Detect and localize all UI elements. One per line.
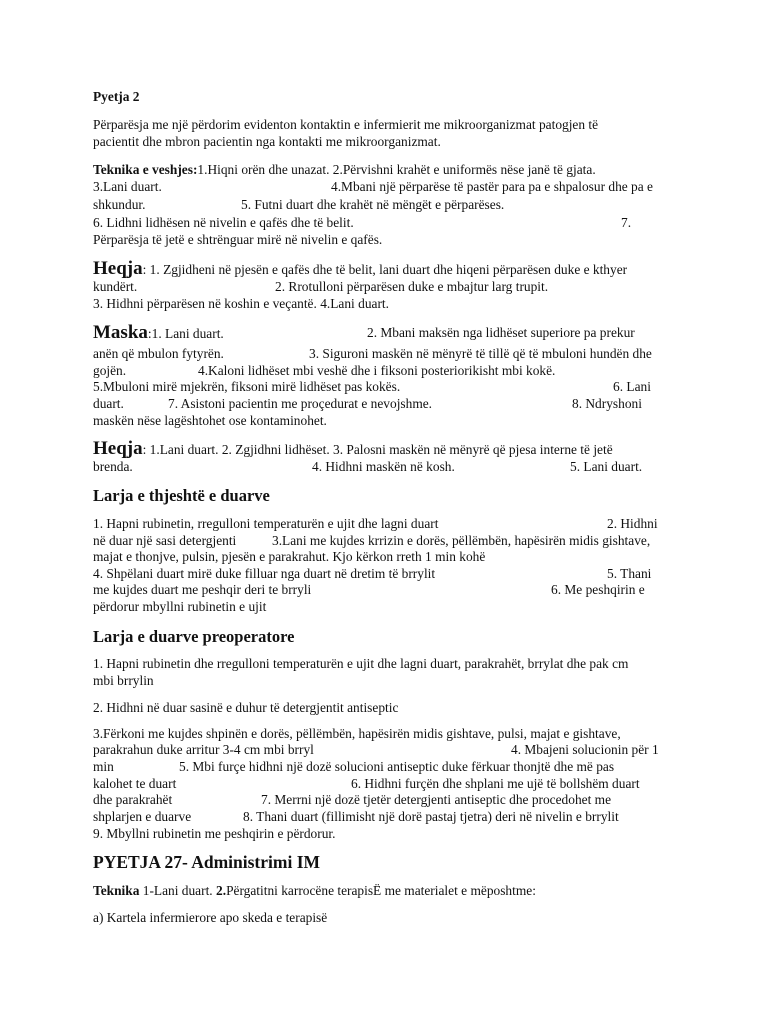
heqja-1-line-2: kundërt. 2. Rrotulloni përparësen duke e mbajtur larg trupit. bbox=[93, 279, 549, 294]
preop-step-3-line-6: shplarjen e duarve 8. Thani duart (fillimisht një dorë pastaj tjetra) deri në nivelin e brrylit bbox=[93, 809, 619, 824]
larja-thjeshte-line-4: 4. Shpëlani duart mirë duke filluar nga duart në dretim të brrylit 5. Thani bbox=[93, 566, 652, 581]
q27-teknika-label: Teknika bbox=[93, 883, 140, 898]
teknika-veshjes-line-3: shkundur. 5. Futni duart dhe krahët në mëngët e përparëses. bbox=[93, 197, 505, 212]
maska-line-3: gojën. 4.Kaloni lidhëset mbi veshë dhe i fiksoni posteriorikisht mbi kokë. bbox=[93, 363, 556, 378]
larja-thjeshte-line-3: majat e thonjve, pulsin, pjesën e parakrahut. Kjo kërkon rreth 1 min kohë bbox=[93, 549, 486, 564]
q2-intro-line-2: pacientit dhe mbron pacientin nga kontakti me mikroorganizmat. bbox=[93, 134, 441, 149]
preop-step-3-line-4: kalohet te duart 6. Hidhni furçën dhe shplani me ujë të bollshëm duart bbox=[93, 776, 640, 791]
heqja-2-label: Heqja bbox=[93, 438, 143, 459]
preop-step-3-line-1: 3.Fërkoni me kujdes shpinën e dorës, pëllëmbën, hapësirën midis gishtave, pulsi, majat e gishtave, bbox=[93, 726, 621, 741]
larja-thjeshte-line-1: 1. Hapni rubinetin, rregulloni temperaturën e ujit dhe lagni duart 2. Hidhni bbox=[93, 516, 658, 531]
question-27-title: PYETJA 27- Administrimi IM bbox=[93, 852, 321, 872]
preop-step-3-line-2: parakrahun duke arritur 3-4 cm mbi brryl 4. Mbajeni solucionin për 1 bbox=[93, 742, 659, 757]
preop-step-9: 9. Mbyllni rubinetin me peshqirin e përdorur. bbox=[93, 826, 336, 841]
preop-step-3-line-5: dhe parakrahët 7. Merrni një dozë tjetër detergjenti antiseptic dhe procedohet me bbox=[93, 792, 612, 807]
section-title-larja-preoperatore: Larja e duarve preoperatore bbox=[93, 627, 295, 646]
section-title-larja-thjeshte: Larja e thjeshtë e duarve bbox=[93, 486, 270, 505]
maska-label: Maska bbox=[93, 322, 148, 343]
maska-line-2: anën që mbulon fytyrën. 3. Siguroni maskën në mënyrë të tillë që të mbuloni hundën dhe bbox=[93, 346, 652, 361]
teknika-veshjes-label: Teknika e veshjes: bbox=[93, 162, 198, 177]
heqja-2-line-1: Heqja: 1.Lani duart. 2. Zgjidhni lidhëset. 3. Palosni maskën në mënyrë që pjesa interne të jetë bbox=[93, 438, 613, 459]
question-2-title: Pyetja 2 bbox=[93, 89, 140, 104]
q27-item-a: a) Kartela infermierore apo skeda e terapisë bbox=[93, 910, 328, 925]
q2-intro-line-1: Përparësja me një përdorim evidenton kontaktin e infermierit me mikroorganizmat patogjen të bbox=[93, 117, 599, 132]
preop-step-1-line-2: mbi brrylin bbox=[93, 673, 154, 688]
q27-teknika-line: Teknika 1-Lani duart. 2.Përgatitni karrocëne terapisË me materialet e mëposhtme: bbox=[93, 883, 536, 898]
heqja-2-line-2: brenda. 4. Hidhni maskën në kosh. 5. Lani duart. bbox=[93, 459, 643, 474]
larja-thjeshte-line-6: përdorur mbyllni rubinetin e ujit bbox=[93, 599, 267, 614]
teknika-veshjes-line-2: 3.Lani duart. 4.Mbani një përparëse të pastër para pa e shpalosur dhe pa e bbox=[93, 179, 653, 194]
larja-thjeshte-line-5: me kujdes duart me peshqir deri te brryli 6. Me peshqirin e bbox=[93, 582, 645, 597]
preop-step-1-line-1: 1. Hapni rubinetin dhe rregulloni temperaturën e ujit dhe lagni duart, parakrahët, brrylat dhe pak cm bbox=[93, 656, 629, 671]
maska-line-6: maskën nëse lagështohet ose kontaminohet. bbox=[93, 413, 327, 428]
larja-thjeshte-line-2: në duar një sasi detergjenti 3.Lani me kujdes krrizin e dorës, pëllëmbën, hapësirën midis gishtave, bbox=[93, 533, 651, 548]
maska-line-4: 5.Mbuloni mirë mjekrën, fiksoni mirë lidhëset pas kokës. 6. Lani bbox=[93, 379, 651, 394]
heqja-1-line-1: Heqja: 1. Zgjidheni në pjesën e qafës dhe të belit, lani duart dhe hiqeni përparësen duke e kthyer bbox=[93, 258, 628, 279]
maska-line-1: Maska:1. Lani duart. 2. Mbani maksën nga lidhëset superiore pa prekur bbox=[93, 322, 635, 343]
preop-step-2: 2. Hidhni në duar sasinë e duhur të detergjentit antiseptic bbox=[93, 700, 399, 715]
heqja-1-label: Heqja bbox=[93, 258, 143, 279]
heqja-1-line-3: 3. Hidhni përparësen në koshin e veçantë. 4.Lani duart. bbox=[93, 296, 389, 311]
preop-step-3-line-3: min 5. Mbi furçe hidhni një dozë solucioni antiseptic duke fërkuar thonjtë dhe më pas bbox=[93, 759, 615, 774]
teknika-veshjes-line-5: Përparësja të jetë e shtrënguar mirë në nivelin e qafës. bbox=[93, 232, 383, 247]
maska-line-5: duart. 7. Asistoni pacientin me proçedurat e nevojshme. 8. Ndryshoni bbox=[93, 396, 642, 411]
teknika-veshjes-line-4: 6. Lidhni lidhësen në nivelin e qafës dhe të belit. 7. bbox=[93, 215, 632, 230]
teknika-veshjes-line-1: Teknika e veshjes:1.Hiqni orën dhe unazat. 2.Përvishni krahët e uniformës nëse janë të gjata. bbox=[93, 162, 596, 177]
